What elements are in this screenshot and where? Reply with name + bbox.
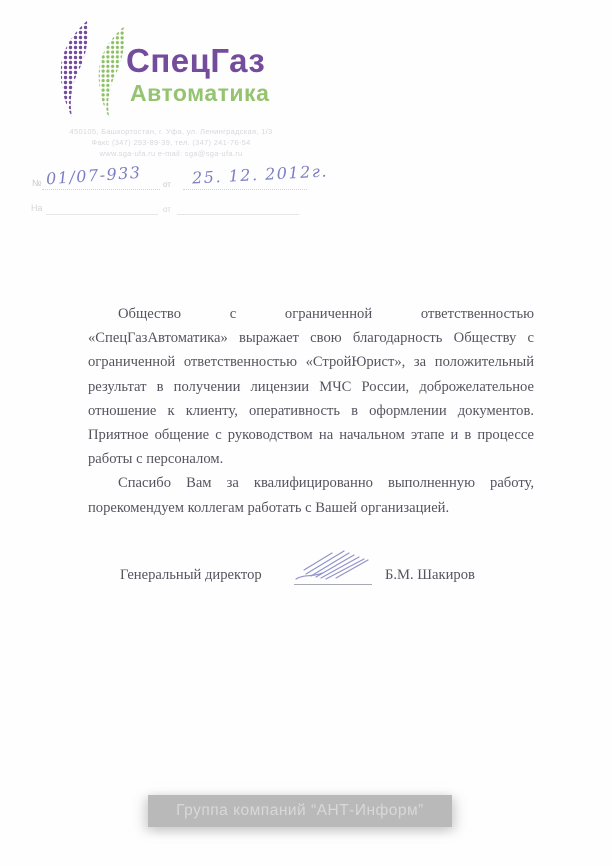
signer-title: Генеральный директор	[120, 567, 262, 583]
logo-title: СпецГаз	[126, 42, 266, 79]
contact-address: 450105, Башкортостан, г. Уфа, ул. Ленинградская, 1/3	[69, 127, 273, 136]
company-logo	[56, 12, 286, 122]
footer-text: Группа компаний “АНТ-Информ”	[176, 802, 424, 819]
signer-name: Б.М. Шакиров	[385, 567, 475, 583]
ref-na-from-line	[177, 214, 299, 215]
signature-line	[294, 584, 372, 585]
ref-date-handwritten: 25. 12. 2012г.	[191, 161, 329, 188]
ref-number-label: №	[32, 178, 42, 188]
contact-phone: Факс (347) 293-89-39, тел. (347) 241-76-54	[91, 138, 251, 147]
ref-na-label: На	[31, 203, 43, 213]
ref-number-line	[42, 189, 160, 190]
ref-number-handwritten: 01/07-933	[45, 162, 143, 189]
contact-web: www.sga-ufa.ru e-mail: sga@sga-ufa.ru	[99, 149, 243, 158]
logo-subtitle: Автоматика	[130, 80, 270, 106]
letter-paragraph-2: Спасибо Вам за квалифицированно выполненную работу, порекомендуем коллегам работать с Вашей организацией.	[88, 475, 534, 516]
ref-na-line	[46, 214, 158, 215]
contact-block	[28, 126, 314, 159]
ref-from-label: от	[163, 180, 171, 189]
letter-body	[88, 302, 534, 520]
signature-icon	[292, 544, 380, 586]
ref-date-line	[183, 189, 307, 190]
ref-na-from-label: от	[163, 205, 171, 214]
footer-band	[148, 795, 452, 827]
letter-paragraph-1: Общество с ограниченной ответственностью «СпецГазАвтоматика» выражает свою благодарность Обществу с ограниченной ответственностью «СтройЮрист», за положительный результат в получении лицензии МЧС России, доброжелательное отношение к клиенту, оперативность в оформлении документов. Приятное общение с руководством на начальном этапе и в процессе работы с персоналом.	[88, 306, 534, 468]
